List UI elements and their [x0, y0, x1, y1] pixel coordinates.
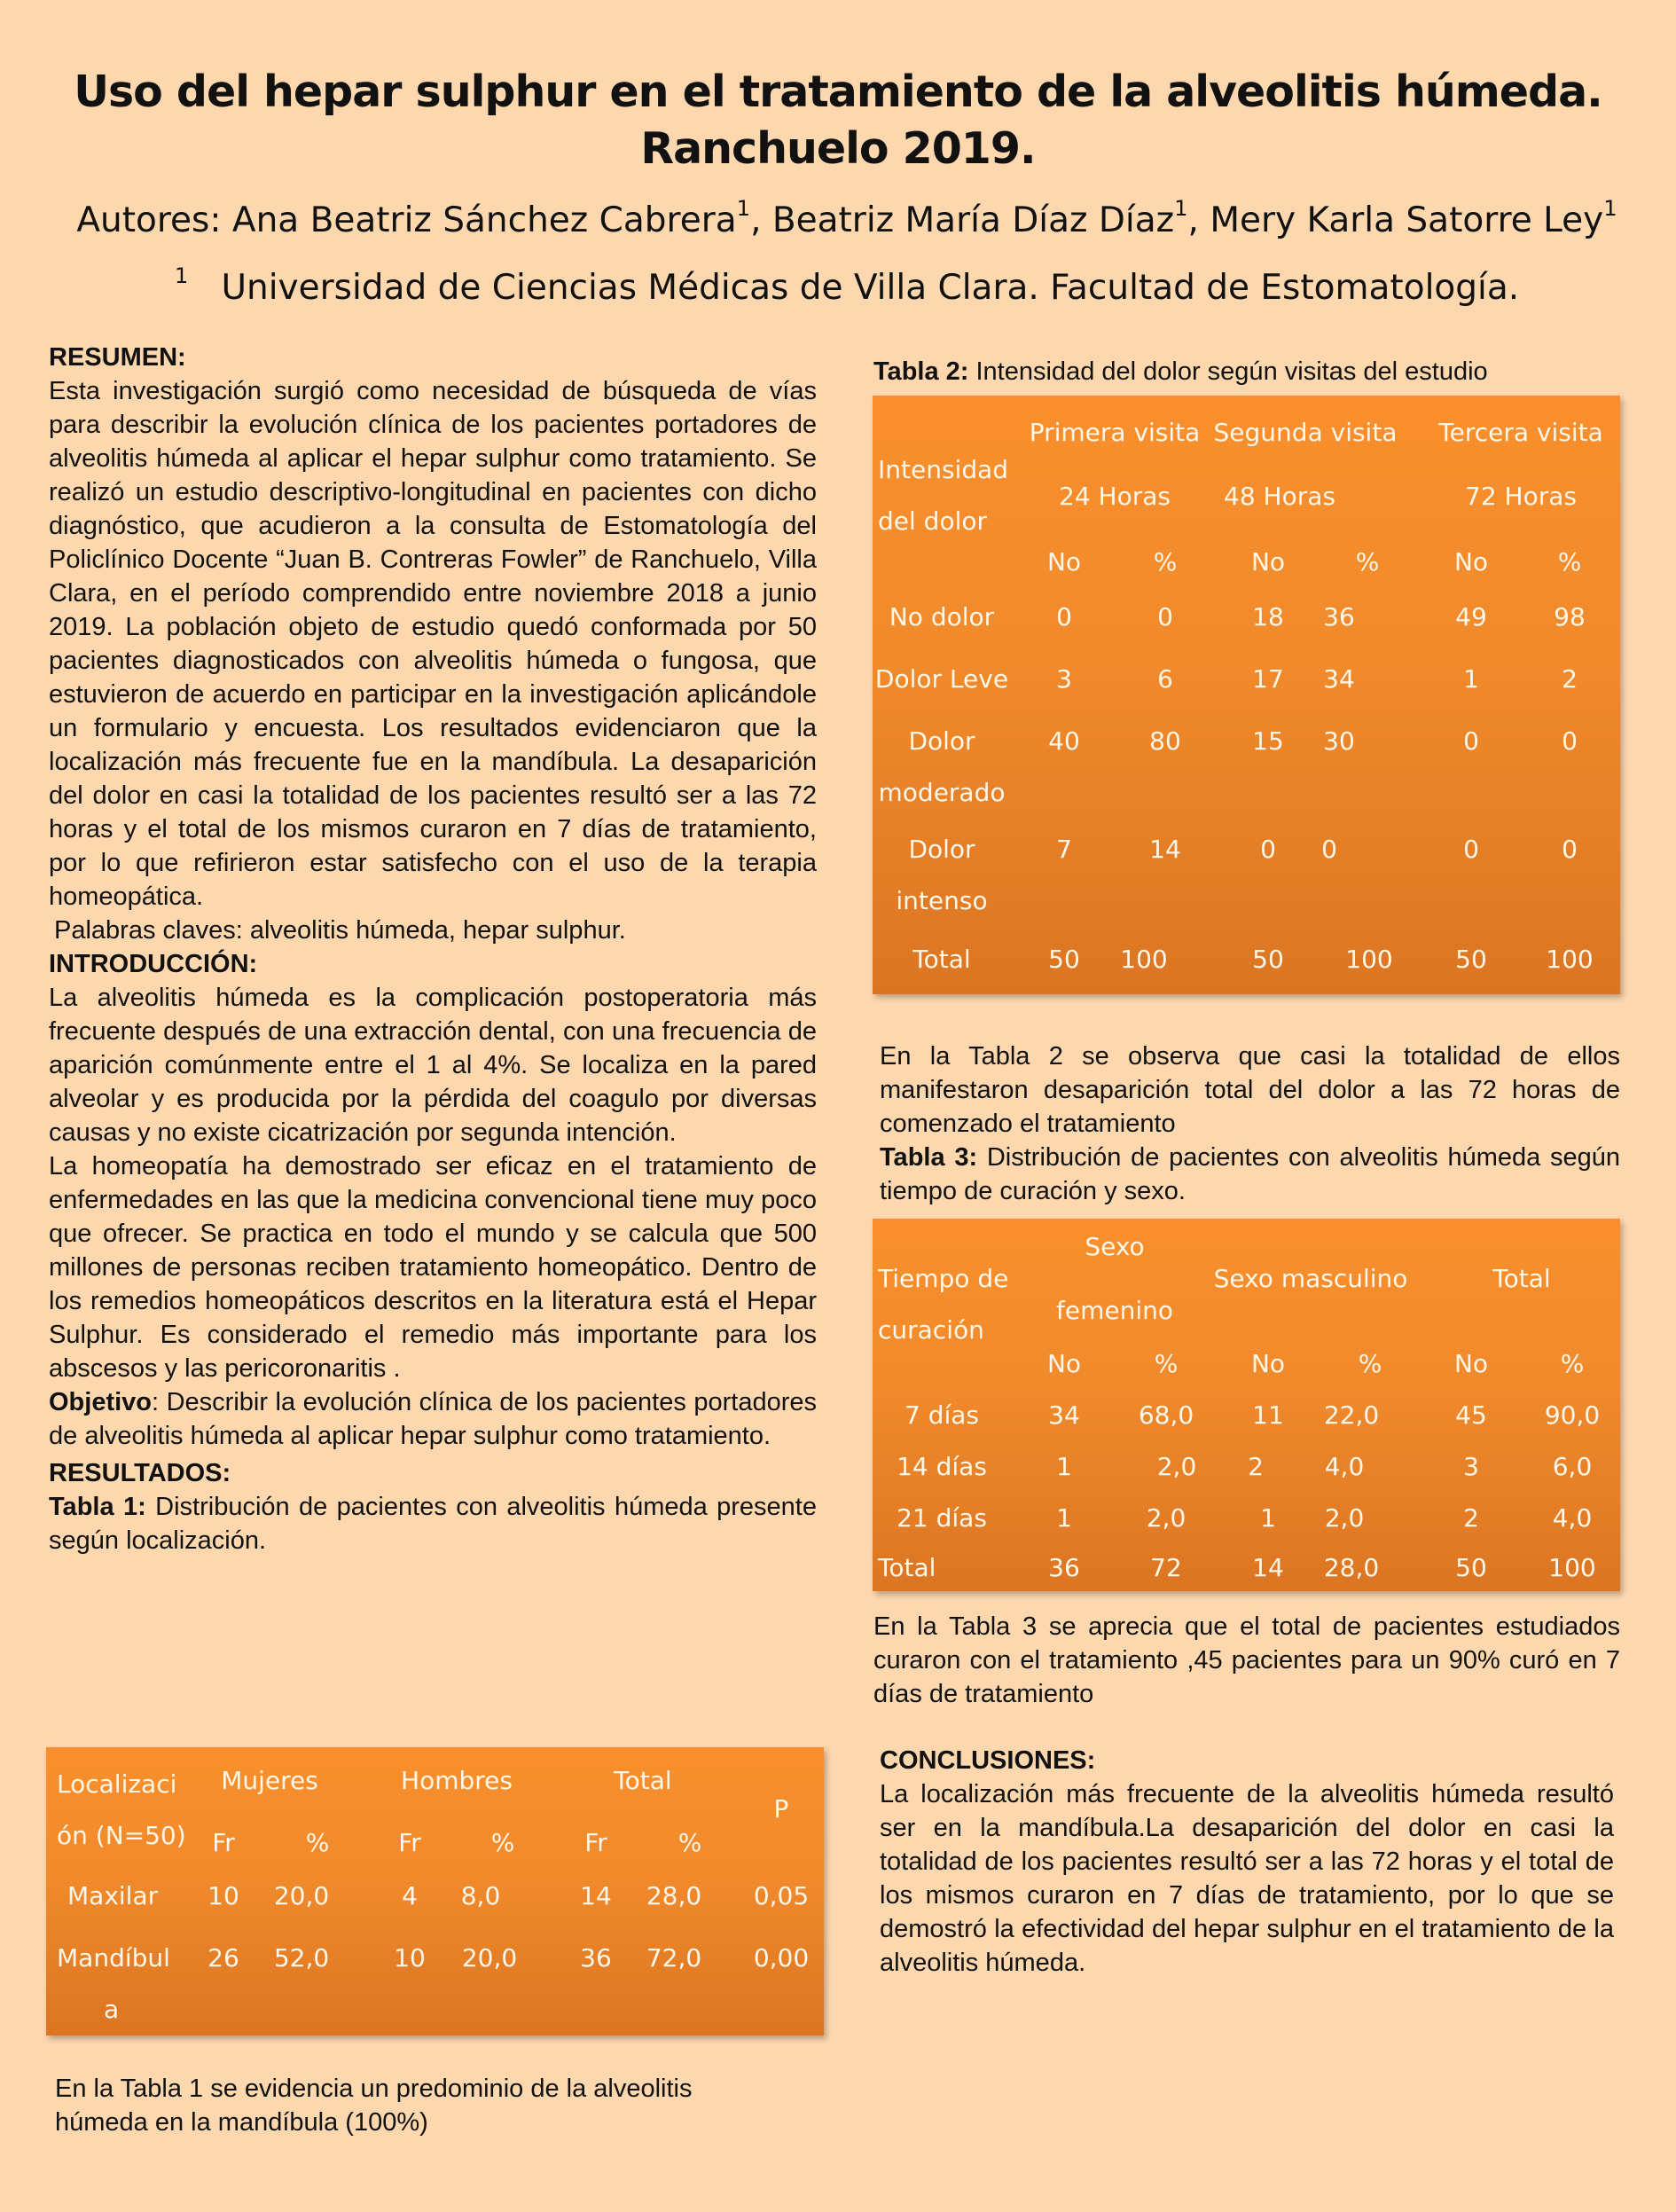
table2-sub-no: No	[1046, 547, 1082, 577]
conclusiones-heading: CONCLUSIONES:	[880, 1746, 1096, 1775]
table3-cell: 34	[1048, 1400, 1080, 1430]
table2-row-label-cont: moderado	[878, 778, 1006, 807]
table1-caption	[49, 1490, 817, 1557]
table2-row-label: Dolor Leve	[874, 664, 1009, 694]
table2-cell: 1	[1463, 664, 1479, 694]
table1-head-loc-2: ón (N=50)	[57, 1821, 186, 1850]
table3-sub-pct: %	[1560, 1349, 1585, 1378]
table2-cell: 100	[1345, 945, 1393, 974]
table2-cell: 17	[1252, 664, 1284, 694]
table1-cell: 72,0	[646, 1943, 702, 1973]
table1-caption-text: Distribución de pacientes con alveolitis húmeda presente según localización.	[49, 1493, 817, 1555]
left-column	[49, 341, 817, 1557]
table1-sub-fr: Fr	[398, 1828, 421, 1857]
table3-head-label-1: Tiempo de	[878, 1264, 1009, 1293]
table3-comment: En la Tabla 3 se aprecia que el total de pacientes estudiados curaron con el tratamiento ,45 pacientes para un 90% curó en 7 días de tratamiento	[873, 1612, 1620, 1708]
authors-line: Autores: Ana Beatriz Sánchez Cabrera$^1$, Beatriz María Díaz Díaz$^1$, Mery Karla Satorre Ley$^1$	[76, 195, 1617, 240]
table3-sub-no: No	[1250, 1349, 1286, 1378]
table2-cell: 50	[1455, 945, 1487, 974]
table1-cell: 20,0	[273, 1881, 330, 1910]
table1-cell-p: 0,05	[753, 1881, 810, 1910]
table1-cell: 4	[402, 1881, 418, 1910]
table1-cell: 10	[208, 1881, 239, 1910]
table2-head-label-1: Intensidad	[878, 455, 1009, 484]
table3-head-label-2: curación	[878, 1315, 984, 1345]
table1-row-label-cont: a	[104, 1995, 120, 2024]
table3-cell: 14	[1252, 1553, 1284, 1582]
table2-cell: 3	[1056, 664, 1072, 694]
table1-head-loc-1: Localizaci	[57, 1769, 177, 1799]
table1-group-hombres: Hombres	[401, 1766, 513, 1795]
table1-sub-pct: %	[677, 1828, 702, 1857]
table1-cell: 28,0	[646, 1881, 702, 1910]
table3-cell: 4,0	[1324, 1452, 1365, 1481]
author-2: Beatriz María Díaz Díaz	[771, 200, 1175, 240]
author-3: Mery Karla Satorre Ley	[1210, 200, 1604, 240]
table3-cell: 1	[1056, 1503, 1072, 1533]
author-1: Ana Beatriz Sánchez Cabrera	[231, 200, 737, 240]
table2-cell: 98	[1554, 602, 1586, 631]
objetivo-text: : Describir la evolución clínica de los pacientes portadores de alveolitis húmeda al aplicar hepar sulphur como tratamiento.	[49, 1388, 817, 1450]
table3-group-masc: Sexo masculino	[1213, 1264, 1408, 1293]
table2-cell: 49	[1455, 602, 1487, 631]
table2-cell: 7	[1056, 835, 1072, 864]
table3-cell: 50	[1455, 1553, 1487, 1582]
table3-cell: 6,0	[1552, 1452, 1593, 1481]
table3-cell: 3	[1463, 1452, 1479, 1481]
conclusiones-text: La localización más frecuente de la alveolitis húmeda resultó ser en la mandíbula.La desaparición del dolor en casi la totalidad de los pacientes resultó ser a las 72 horas y el total de los mismos curaron en 7 días de tratamiento, por lo que se demostró la efectividad del hepar sulphur en el tratamiento de la alveolitis húmeda.	[880, 1780, 1614, 1977]
table1-cell: 20,0	[461, 1943, 518, 1973]
table3-sub-no: No	[1453, 1349, 1489, 1378]
table3-group-fem-1: Sexo	[1085, 1232, 1145, 1261]
table3-cell: 100	[1548, 1553, 1596, 1582]
affiliation-line	[53, 263, 1641, 310]
table1-group-mujeres: Mujeres	[221, 1766, 318, 1795]
table2-visit-2: Segunda visita	[1213, 418, 1398, 447]
table3-caption-text: Distribución de pacientes con alveolitis húmeda según tiempo de curación y sexo.	[880, 1143, 1620, 1205]
table2-sub-pct: %	[1355, 547, 1380, 577]
table2-row-label: Dolor	[908, 726, 975, 756]
resultados-heading: RESULTADOS:	[49, 1459, 231, 1487]
table2-sub-no: No	[1250, 547, 1286, 577]
table2-sub-pct: %	[1153, 547, 1178, 577]
objetivo-paragraph	[49, 1385, 817, 1453]
table2-cell: 0	[1321, 835, 1337, 864]
table1-row-label: Mandíbul	[57, 1943, 170, 1973]
table2-head-label-2: del dolor	[878, 506, 988, 536]
table2-row-label-cont: intenso	[896, 886, 988, 915]
table1-cell-p: 0,00	[753, 1943, 810, 1973]
table2-sub-pct: %	[1557, 547, 1582, 577]
table2-caption	[873, 355, 1618, 388]
table2-cell: 0	[1056, 602, 1072, 631]
table3-sub-pct: %	[1154, 1349, 1179, 1378]
table1-sub-pct: %	[305, 1828, 330, 1857]
table1-cell: 36	[580, 1943, 612, 1973]
authors-prefix: Autores:	[76, 200, 232, 240]
author-3-sup: 1	[1603, 195, 1617, 221]
table3-row-label: 21 días	[897, 1503, 987, 1533]
table3-cell: 11	[1252, 1400, 1284, 1430]
table3-cell: 2,0	[1146, 1503, 1187, 1533]
table3-cell: 1	[1260, 1503, 1276, 1533]
table3-row-label: 14 días	[897, 1452, 987, 1481]
table3-group-total: Total	[1492, 1264, 1551, 1293]
table2-comment: En la Tabla 2 se observa que casi la totalidad de ellos manifestaron desaparición total del dolor a las 72 horas de comenzado el tratamiento	[880, 1042, 1620, 1138]
table3-row-label: Total	[878, 1553, 936, 1582]
table2-cell: 6	[1157, 664, 1173, 694]
table2-cell: 80	[1149, 726, 1181, 756]
table2-cell: 2	[1562, 664, 1578, 694]
keywords: Palabras claves: alveolitis húmeda, hepar sulphur.	[54, 916, 626, 945]
table2-cell: 18	[1252, 602, 1284, 631]
table2-caption-label: Tabla 2:	[873, 357, 969, 386]
table1	[46, 1747, 824, 2036]
table2-cell: 100	[1546, 945, 1594, 974]
table1-sub-fr: Fr	[212, 1828, 235, 1857]
table3-cell: 2	[1463, 1503, 1479, 1533]
table2-hours-2: 48 Horas	[1224, 482, 1335, 511]
table2-cell: 40	[1048, 726, 1080, 756]
table1-caption-label: Tabla 1:	[49, 1493, 146, 1521]
table3-caption-label: Tabla 3:	[880, 1143, 978, 1172]
table1-group-total: Total	[614, 1766, 672, 1795]
introduccion-paragraph-1: La alveolitis húmeda es la complicación postoperatoria más frecuente después de una extracción dental, con una frecuencia de aparición comúnmente entre el 1 al 4%. Se localiza en la pared alveolar y es producida por la pérdida del coagulo por diversas causas y no existe cicatrización por segunda intención.	[49, 984, 817, 1147]
table2-cell: 15	[1252, 726, 1284, 756]
author-1-sup: 1	[736, 195, 751, 221]
table2-cell: 0	[1562, 835, 1578, 864]
table2-cell: 50	[1252, 945, 1284, 974]
table1-sub-pct: %	[490, 1828, 515, 1857]
table2-cell: 34	[1323, 664, 1355, 694]
table3-caption	[880, 1141, 1620, 1208]
table2-row-label: No dolor	[889, 602, 995, 631]
table3-cell: 2,0	[1156, 1452, 1197, 1481]
table2-cell: 0	[1562, 726, 1578, 756]
table3-cell: 45	[1455, 1400, 1487, 1430]
table1-cell: 52,0	[273, 1943, 330, 1973]
table1-comment: En la Tabla 1 se evidencia un predominio de la alveolitis húmeda en la mandíbula (100%)	[55, 2075, 693, 2137]
affiliation-sup: 1	[174, 263, 189, 288]
table3-cell: 36	[1048, 1553, 1080, 1582]
table3-cell: 68,0	[1138, 1400, 1194, 1430]
table2-cell: 100	[1120, 945, 1168, 974]
table3-cell: 2	[1248, 1452, 1264, 1481]
table1-cell: 10	[394, 1943, 426, 1973]
table2-caption-text: Intensidad del dolor según visitas del estudio	[968, 357, 1488, 386]
table3-cell: 28,0	[1323, 1553, 1380, 1582]
table2-cell: 0	[1157, 602, 1173, 631]
affiliation: Universidad de Ciencias Médicas de Villa Clara. Facultad de Estomatología.	[221, 268, 1520, 308]
table1-cell: 14	[580, 1881, 612, 1910]
table2-hours-3: 72 Horas	[1465, 482, 1577, 511]
table3-cell: 90,0	[1544, 1400, 1601, 1430]
table2-cell: 30	[1323, 726, 1355, 756]
table1-cell: 26	[208, 1943, 239, 1973]
resumen-text: Esta investigación surgió como necesidad de búsqueda de vías para describir la evolución clínica de los pacientes portadores de alveolitis húmeda al aplicar el hepar sulphur como tratamiento. Se realizó un estudio descriptivo-longitudinal en pacientes con dicho diagnóstico, que acudieron a la consulta de Estomatología del Policlínico Docente “Juan B. Contreras Fowler” de Ranchuelo, Villa Clara, en el período comprendido entre noviembre 2018 a junio 2019. La población objeto de estudio quedó conformada por 50 pacientes diagnosticados con alveolitis húmeda o fungosa, que estuvieron de acuerdo en participar en la investigación aplicándole un formulario y encuesta. Los resultados evidenciaron que la localización más frecuente fue en la mandíbula. La desaparición del dolor en casi la totalidad de los pacientes resultó ser a las 72 horas y el total de los mismos curaron en 7 días de tratamiento, por lo que refirieron estar satisfecho con el uso de la terapia homeopática.	[49, 377, 817, 911]
resumen-heading: RESUMEN:	[49, 343, 186, 372]
table2-cell: 36	[1323, 602, 1355, 631]
table1-cell: 8,0	[460, 1881, 501, 1910]
table3-sub-pct: %	[1358, 1349, 1382, 1378]
title-line-1: Uso del hepar sulphur en el tratamiento de la alveolitis húmeda.	[74, 67, 1602, 117]
table2-row-label: Total	[912, 945, 971, 974]
table2-cell: 50	[1048, 945, 1080, 974]
table2-hours-1: 24 Horas	[1059, 482, 1171, 511]
poster-title	[71, 64, 1605, 177]
table1-row-label: Maxilar	[67, 1881, 159, 1910]
table3-cell: 1	[1056, 1452, 1072, 1481]
table3-sub-no: No	[1046, 1349, 1082, 1378]
table1-p-label: P	[773, 1794, 789, 1824]
table2-cell: 0	[1260, 835, 1276, 864]
introduccion-paragraph-2: La homeopatía ha demostrado ser eficaz en el tratamiento de enfermedades en las que la medicina convencional tiene muy poco que ofrecer. Se practica en todo el mundo y se calcula que 500 millones de personas reciben tratamiento homeopático. Dentro de los remedios homeopáticos descritos en la literatura está el Hepar Sulphur. Es considerado el remedio más importante para los abscesos y las pericoronaritis .	[49, 1152, 817, 1383]
author-2-sup: 1	[1174, 195, 1188, 221]
table2	[873, 396, 1620, 994]
table2-cell: 14	[1149, 835, 1181, 864]
table1-sub-fr: Fr	[584, 1828, 607, 1857]
table2-cell: 0	[1463, 835, 1479, 864]
table2-row-label: Dolor	[908, 835, 975, 864]
table3-cell: 4,0	[1552, 1503, 1593, 1533]
table3-row-label: 7 días	[904, 1400, 980, 1430]
table2-sub-no: No	[1453, 547, 1489, 577]
table3-cell: 72	[1150, 1553, 1182, 1582]
table2-visit-3: Tercera visita	[1438, 418, 1603, 447]
objetivo-label: Objetivo	[49, 1388, 153, 1416]
table2-visit-1: Primera visita	[1029, 418, 1201, 447]
introduccion-heading: INTRODUCCIÓN:	[49, 950, 258, 978]
table3-cell: 2,0	[1324, 1503, 1365, 1533]
table3	[873, 1219, 1620, 1591]
table3-group-fem-2: femenino	[1056, 1296, 1173, 1325]
title-line-2: Ranchuelo 2019.	[640, 123, 1036, 174]
table3-cell: 22,0	[1323, 1400, 1380, 1430]
table2-cell: 0	[1463, 726, 1479, 756]
conclusiones-section	[880, 1744, 1614, 1980]
